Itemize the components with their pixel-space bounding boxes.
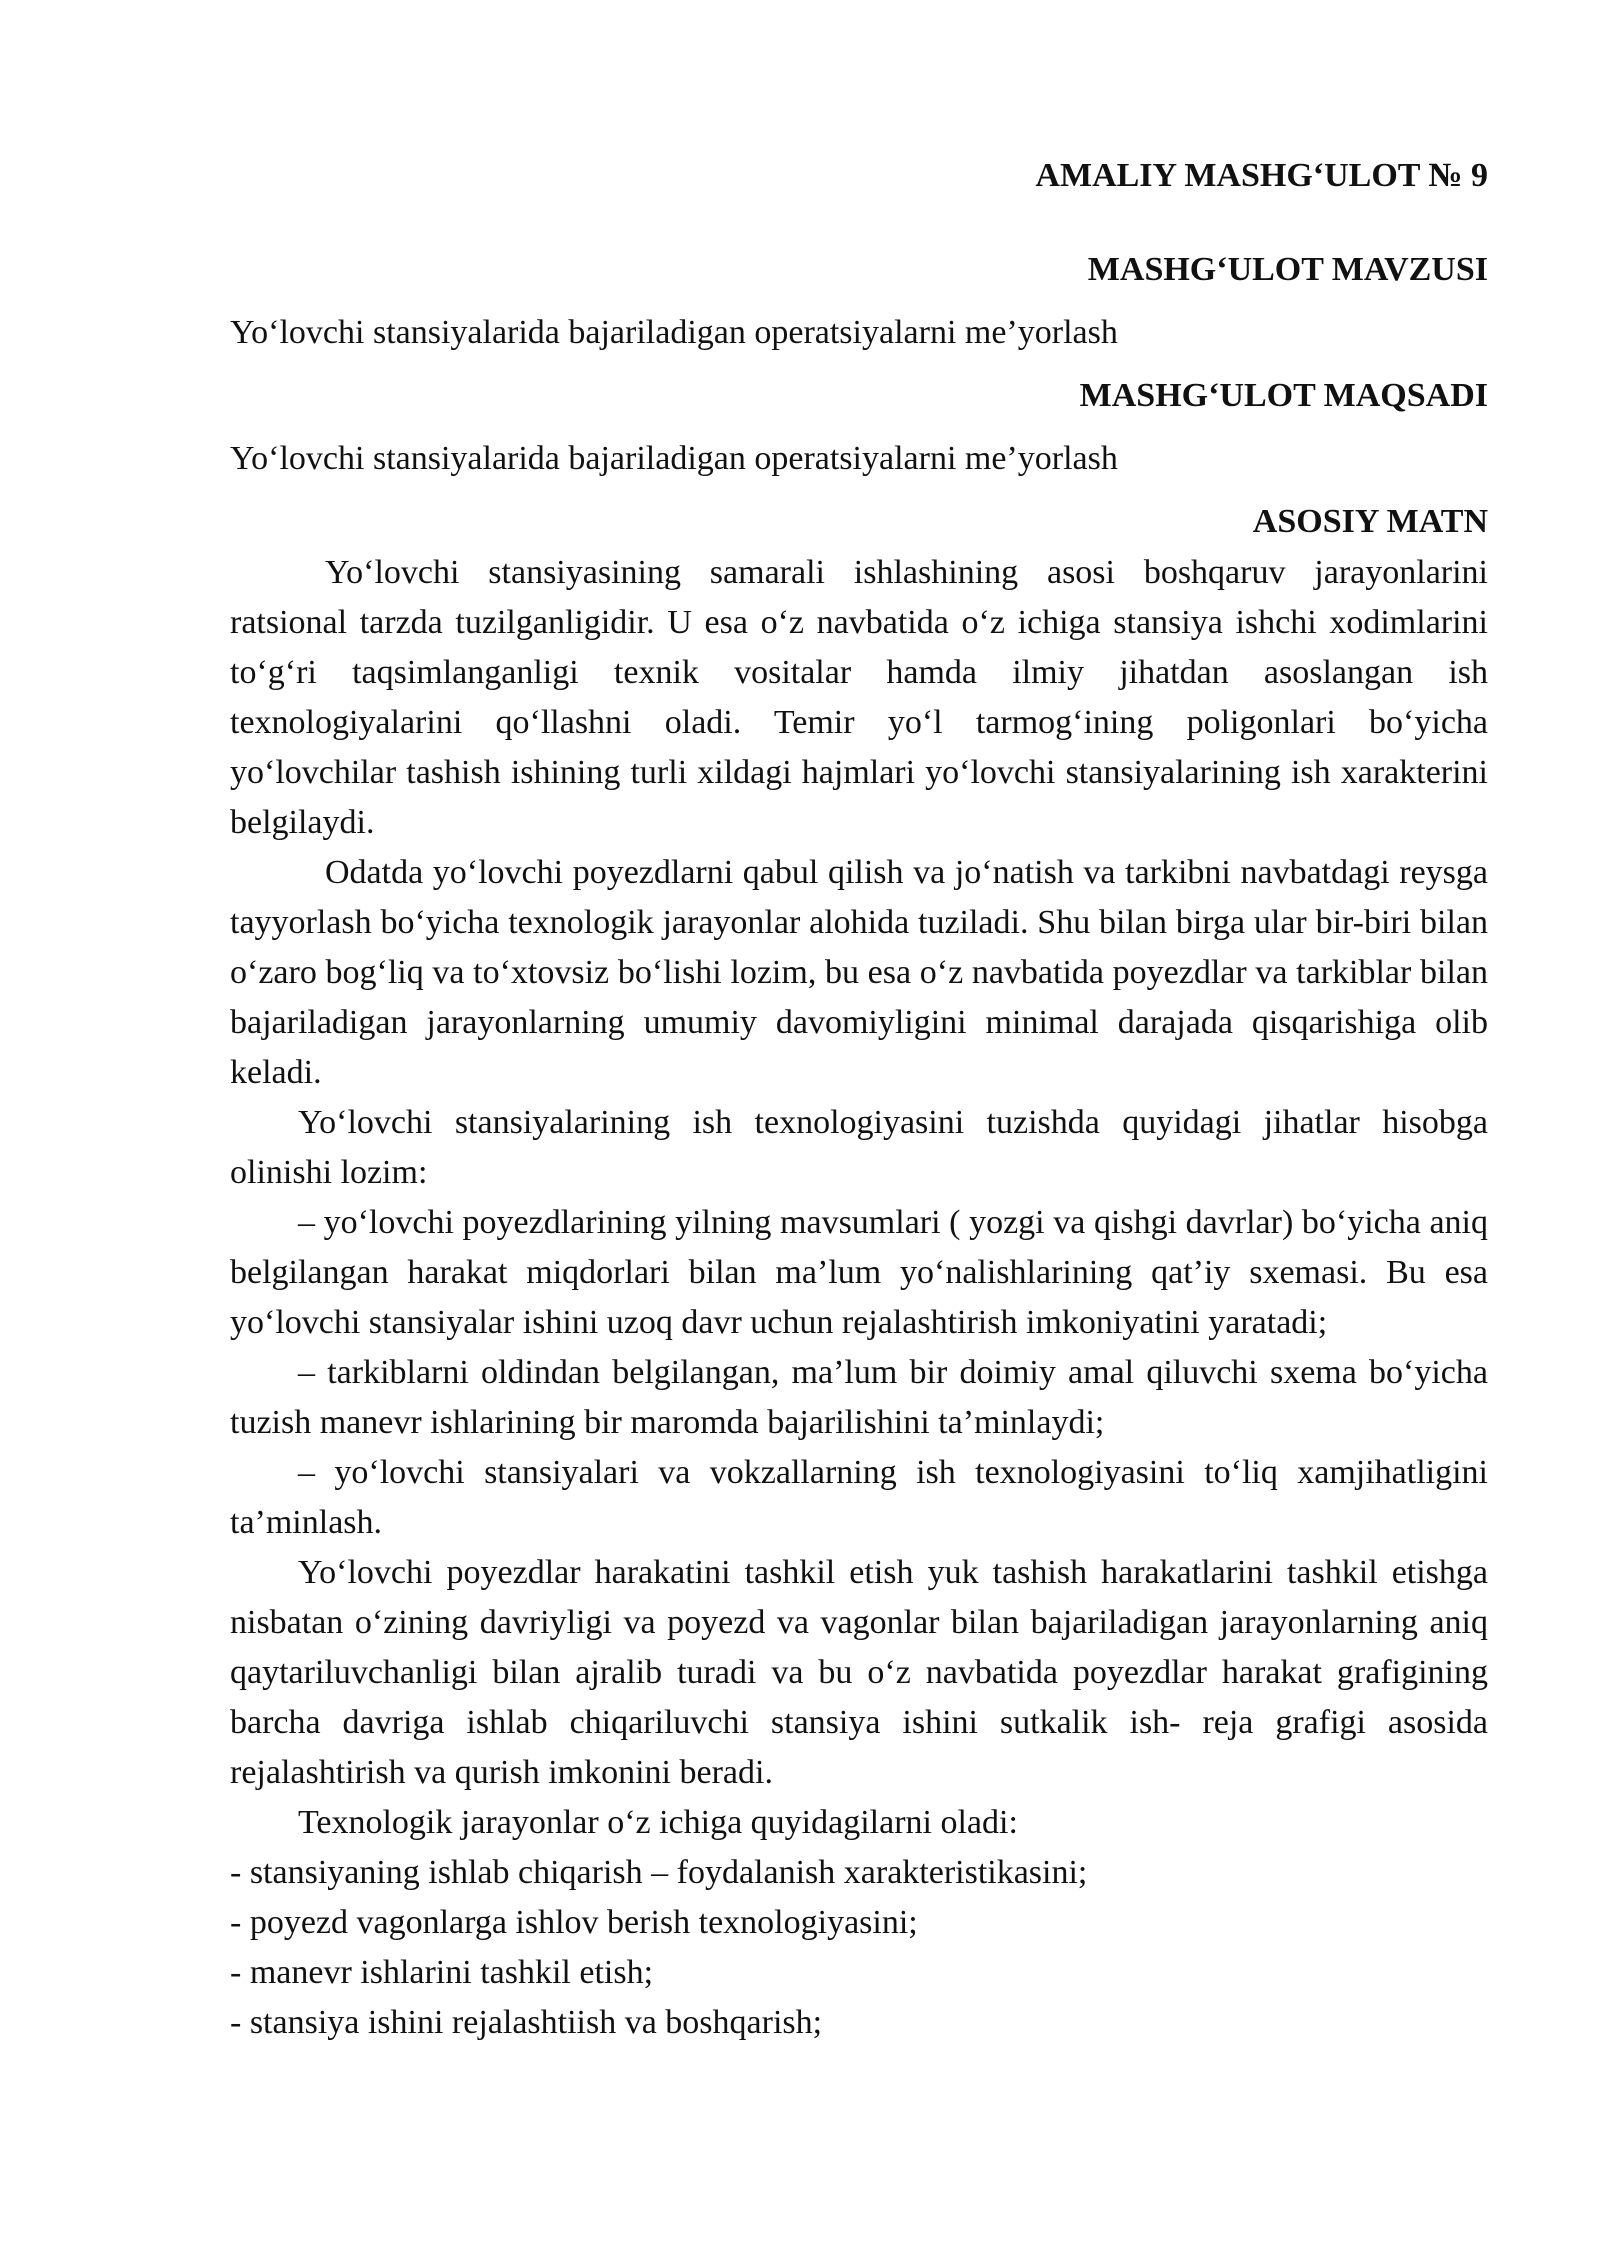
goal-heading: MASHG‘ULOT MAQSADI bbox=[1079, 377, 1488, 414]
topic-text: Yo‘lovchi stansiyalarida bajariladigan operatsiyalarni me’yorlash bbox=[230, 314, 1118, 351]
goal-text: Yo‘lovchi stansiyalarida bajariladigan operatsiyalarni me’yorlash bbox=[230, 440, 1118, 477]
paragraph: Yo‘lovchi stansiyalarining ish texnologiyasini tuzishda quyidagi jihatlar hisobga olinishi lozim: bbox=[230, 1104, 1488, 1191]
paragraph: Yo‘lovchi poyezdlar harakatini tashkil etish yuk tashish harakatlarini tashkil etishga nisbatan o‘zining davriyligi va poyezd va vagonlar bilan bajariladigan jarayonlarning aniq qaytariluvchanligi bilan ajralib turadi va bu o‘z navbatida poyezdlar harakat grafigining barcha davriga ishlab chiqariluvchi stansiya ishini sutkalik ish- reja grafigi asosida rejalashtirish va qurish imkonini beradi. bbox=[230, 1554, 1488, 1791]
paragraph: Texnologik jarayonlar o‘z ichiga quyidagilarni oladi: bbox=[298, 1804, 1018, 1841]
list-item: - poyezd vagonlarga ishlov berish texnologiyasini; bbox=[230, 1904, 918, 1941]
main-body bbox=[230, 548, 1488, 2048]
list-item: - stansiyaning ishlab chiqarish – foydalanish xarakteristikasini; bbox=[230, 1854, 1088, 1891]
paragraph: – yo‘lovchi stansiyalari va vokzallarning ish texnologiyasini to‘liq xamjihatligini ta’minlash. bbox=[230, 1454, 1488, 1541]
paragraph: Yo‘lovchi stansiyasining samarali ishlashining asosi boshqaruv jarayonlarini ratsional tarzda tuzilganligidir. U esa o‘z navbatida o‘z ichiga stansiya ishchi xodimlarini to‘g‘ri taqsimlanganligi texnik vositalar hamda ilmiy jihatdan asoslangan ish texnologiyalarini qo‘llashni oladi. Temir yo‘l tarmog‘ining poligonlari bo‘yicha yo‘lovchilar tashish ishining turli xildagi hajmlari yo‘lovchi stansiyalarining ish xarakterini belgilaydi. bbox=[230, 554, 1488, 841]
document-title: AMALIY MASHG‘ULOT № 9 bbox=[1035, 157, 1488, 194]
paragraph: Odatda yo‘lovchi poyezdlarni qabul qilish va jo‘natish va tarkibni navbatdagi reysga tayyorlash bo‘yicha texnologik jarayonlar alohida tuziladi. Shu bilan birga ular bir-biri bilan o‘zaro bog‘liq va to‘xtovsiz bo‘lishi lozim, bu esa o‘z navbatida poyezdlar va tarkiblar bilan bajariladigan jarayonlarning umumiy davomiyligini minimal darajada qisqarishiga olib keladi. bbox=[230, 854, 1488, 1091]
bullet-list bbox=[230, 1848, 1488, 2048]
list-item: - manevr ishlarini tashkil etish; bbox=[230, 1954, 654, 1991]
topic-heading: MASHG‘ULOT MAVZUSI bbox=[1087, 251, 1488, 288]
paragraph: – yo‘lovchi poyezdlarining yilning mavsumlari ( yozgi va qishgi davrlar) bo‘yicha aniq belgilangan harakat miqdorlari bilan ma’lum yo‘nalishlarining qat’iy sxemasi. Bu esa yo‘lovchi stansiyalar ishini uzoq davr uchun rejalashtirish imkoniyatini yaratadi; bbox=[230, 1204, 1488, 1341]
list-item: - stansiya ishini rejalashtiish va boshqarish; bbox=[230, 2004, 823, 2041]
main-heading: ASOSIY MATN bbox=[1252, 503, 1488, 540]
paragraph: – tarkiblarni oldindan belgilangan, ma’lum bir doimiy amal qiluvchi sxema bo‘yicha tuzish manevr ishlarining bir maromda bajarilishini ta’minlaydi; bbox=[230, 1354, 1488, 1441]
